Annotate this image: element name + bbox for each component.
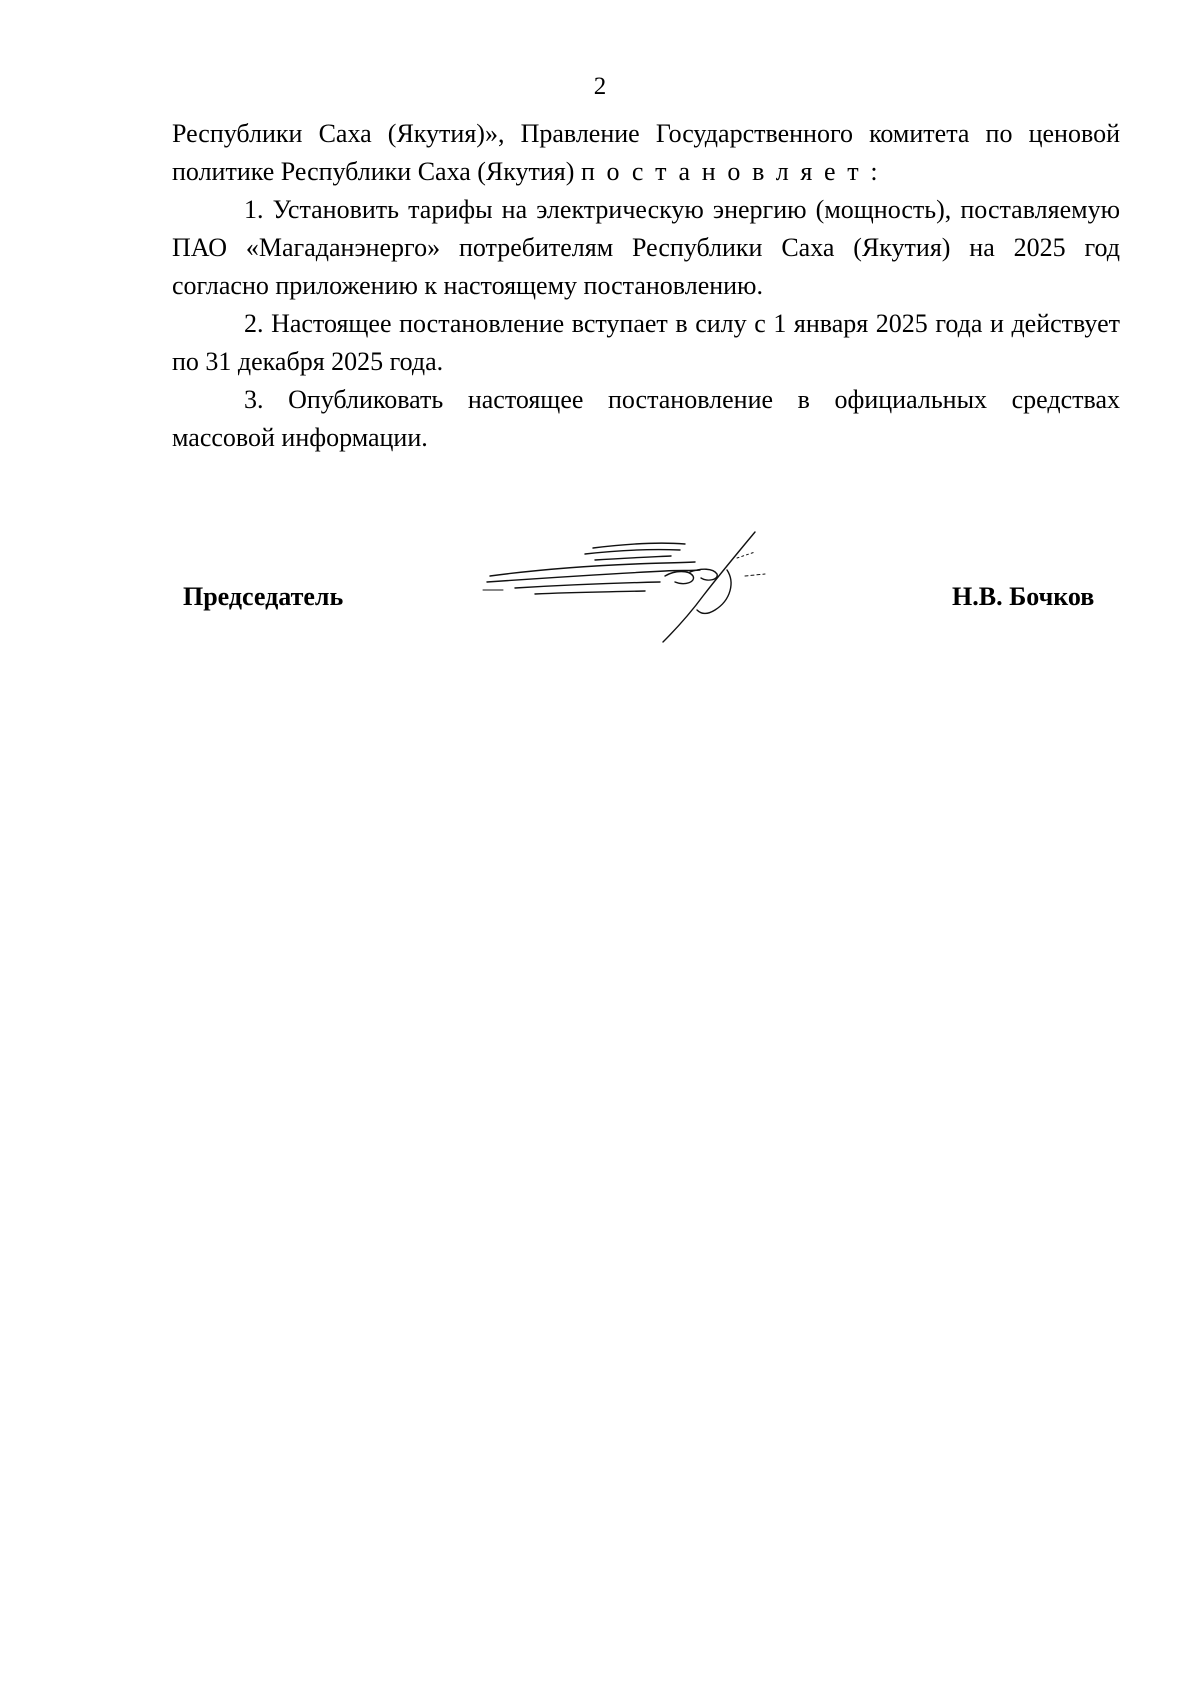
preamble-colon: : [870, 157, 878, 186]
resolution-keyword: постановляет [580, 157, 871, 186]
signature-block [0, 520, 1200, 640]
document-body [172, 115, 1120, 457]
handwritten-signature [475, 530, 785, 645]
paragraph-item-1: 1. Установить тарифы на электрическую энергию (мощность), поставляемую ПАО «Магаданэнерго» потребителям Республики Саха (Якутия) на 2025 год согласно приложению к настоящему постановлению. [172, 195, 1120, 300]
page-number: 2 [593, 73, 607, 100]
paragraph-item-3: 3. Опубликовать настоящее постановление в официальных средствах массовой информации. [172, 385, 1120, 452]
signatory-title: Председатель [183, 582, 344, 611]
paragraph-preamble [172, 115, 1120, 191]
paragraph-item-2: 2. Настоящее постановление вступает в силу с 1 января 2025 года и действует по 31 декабря 2025 года. [172, 309, 1120, 376]
signatory-name: Н.В. Бочков [952, 582, 1095, 611]
preamble-text: Республики Саха (Якутия)», Правление Государственного комитета по ценовой политике Республики Саха (Якутия) [172, 119, 1120, 186]
